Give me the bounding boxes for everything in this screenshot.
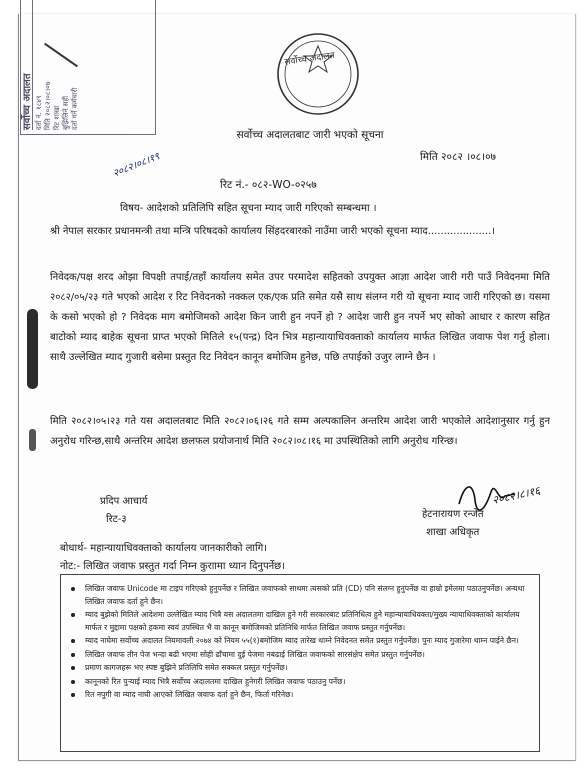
receipt-stamp-line: दर्ता गर्ने कर्मचारी bbox=[71, 87, 79, 130]
instruction-item: म्याद नाघेमा सर्वोच्च अदालत नियमावली २०७४ को नियम ५५(१)बमोजिम म्याद तारेख थाम्ने निवेदनत समेत प्रस्तुत गर्नुपर्नेछ। पुनः म्याद गुजारेमा थाम्न पाईने छैन। bbox=[85, 635, 531, 648]
notice-subject: विषय- आदेशको प्रतिलिपि सहित सूचना म्याद जारी गरिएको सम्बन्धमा । bbox=[120, 203, 377, 214]
instruction-item: प्रमाण कागजहरू भए स्पष्ट बुझिने प्रतिलिपि समेत सक्कल प्रस्तुत गर्नुपर्नेछ। bbox=[85, 662, 531, 675]
instructions-box bbox=[60, 574, 540, 752]
notice-date: मिति २०८२ ।०८।०७ bbox=[420, 151, 497, 163]
note-line: नोट:- लिखित जवाफ प्रस्तुत गर्दा निम्न कुराामा ध्यान दिनुपर्नेछ। bbox=[60, 561, 285, 572]
instruction-item: कानूनको रित पुऱ्याई म्याद भित्रै सर्वोच्च अदालतमा दाखिल हुनेगरी लिखित जवाफ पठाउनु पर्नेछ। bbox=[85, 676, 531, 689]
receipt-stamp-office: सर्वोच्च अदालत bbox=[23, 0, 33, 130]
cc-line: बोधार्थ- महान्यायाधिवक्ताको कार्यालय जानकारीको लागि। bbox=[60, 543, 267, 554]
notice-body-paragraph-1: निवेदक/पक्ष शरद ओझा विपक्षी तपाई/तहाँ कार्यालय समेत उपर परमादेश सहितको उपयुक्त आज्ञा आदेश जारी गरी पाउँ निवेदनमा मिति २०८२/०५/२३ गते भएको आदेश र रिट निवेदनको नक्कल एक/एक प्रति समेत यसै साथ संलग्न गरी यो सूचना म्याद जारी गरिएको छ। यसमा के कसो भएको हो ? निवेदक माग बमोजिमको आदेश किन जारी हुन नपर्ने हो ? आदेश जारी हुन नपर्ने भए सोको आधार र कारण सहित बाटोको म्याद बाहेक सूचना प्राप्त भएको मितिले १५(पन्द्र) दिन भित्र महान्यायाधिवक्ताको कार्यालय मार्फत लिखित जवाफ पेश गर्नु होला। साथै उल्लेखित म्याद गुजारी बसेमा प्रस्तुत रिट निवेदन कानून बमोजिम हुनेछ, पछि तपाईको उजुर लाग्ने छैन । bbox=[50, 272, 550, 363]
writ-number: रिट नं.- ०८२-WO-०२५७ bbox=[220, 179, 317, 191]
notice-footer bbox=[60, 540, 285, 576]
instruction-item: म्याद बुझेको मितिले आदेशमा उल्लेखित म्याद भित्रै यस अदालतमा दाखिल हुने गरी सरकारबाट प्रतिनिधित्व हुने महान्यायाधिवक्ता/मुख्य न्यायाधिवक्ताको कार्यालय मार्फत र मुद्दामा पक्षको हकमा स्वयं उपस्थित भै वा कानून बमोजिमको प्रतिनिधि मार्फत लिखित जवाफ प्रस्तुत गर्नुपर्नेछ। bbox=[85, 609, 531, 634]
instruction-item: लिखित जवाफ तीन पेज भन्दा बढी भएमा सोही ढाँचामा दुई पेजमा नबढाई लिखित जवाफको सारसंक्षेप समेत प्रस्तुत गर्नुपर्नेछ। bbox=[85, 649, 531, 662]
issuer-section: रिट-३ bbox=[106, 514, 127, 525]
notice-body-paragraph-2: मिति २०८२।०५।२३ गते यस अदालतबाट मिति २०८२।०६।२६ गते सम्म अल्पकालिन अन्तरिम आदेश जारी भएकोले आदेशानुसार गर्नु हुन अनुरोध गरिन्छ,साथै अन्तरिम आदेश छलफल प्रयोजनार्थ मिति २०८२।०८।१६ मा उपस्थितिको लागि अनुरोध गरिन्छ। bbox=[50, 416, 550, 447]
notice-title: सर्वोच्च अदालतबाट जारी भएको सूचना bbox=[236, 129, 384, 141]
officer-name: हेटनारायण रन्जेत bbox=[422, 509, 484, 520]
signature-handwritten-date: २०८२।८।१६ bbox=[491, 484, 542, 507]
issuer-block bbox=[100, 493, 147, 529]
binder-clip bbox=[27, 309, 38, 389]
receipt-stamp-line: रिट शाखा bbox=[53, 105, 61, 130]
court-seal-text: सर्वोच्च अदालत bbox=[283, 50, 336, 68]
court-seal bbox=[272, 28, 364, 120]
receipt-stamp-line: मिति २०८२।०८।०७ bbox=[44, 81, 52, 130]
officer-block bbox=[422, 506, 484, 542]
handwritten-date: २०८२।०८।१९ bbox=[111, 151, 162, 180]
officer-title: शाखा अधिकृत bbox=[426, 527, 480, 538]
binder-clip-lower bbox=[29, 429, 36, 451]
notice-recipient: श्री नेपाल सरकार प्रधानमन्त्री तथा मन्त्रि परिषदको कार्यालय सिंहदरबारको नाउँमा जारी भएको सूचना म्याद....................। bbox=[50, 226, 496, 237]
receipt-stamp-line: बुझिलिने सही bbox=[62, 95, 70, 130]
instruction-item: रित नपुगी वा म्याद नाघी आएको लिखित जवाफ दर्ता हुने छैन, फिर्ता गरिनेछ। bbox=[85, 689, 531, 702]
receipt-stamp-line: दर्ता नं. १८४९ bbox=[35, 95, 43, 130]
instruction-item: लिखित जवाफ Unicode मा टाइप गरिएको हुनुपर्नेछ र लिखित जवाफको साथमा त्यसको प्रति (CD) पनि संलग्न हुनुपर्नेछ वा हाम्रो इमेलमा पठाउनुपर्नेछ। अन्यथा लिखित जवाफ दर्ता हुने छैन। bbox=[85, 583, 531, 608]
receipt-stamp bbox=[20, 0, 156, 135]
issuer-name: प्रदिप आचार्य bbox=[100, 496, 148, 507]
